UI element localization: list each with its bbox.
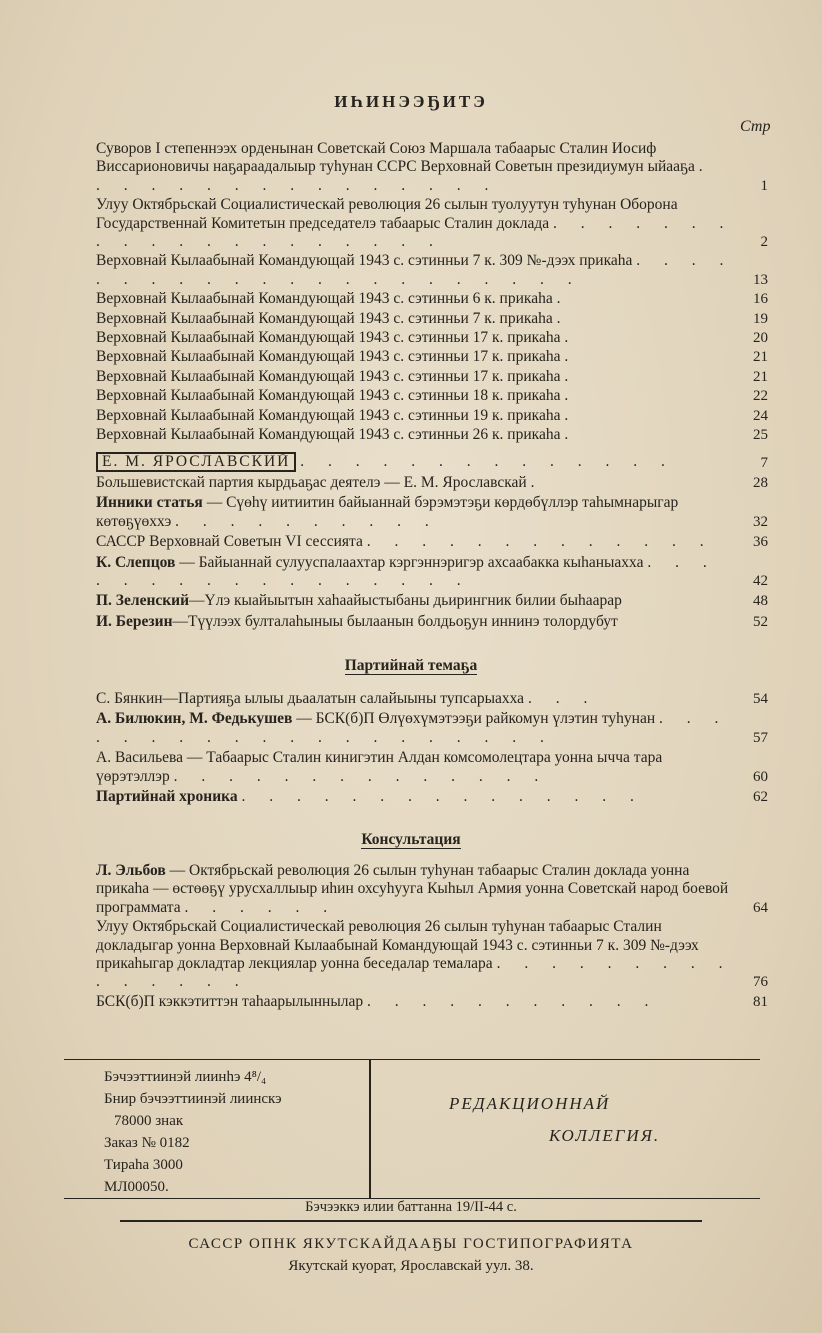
toc-entry-page: 57 [753,729,768,746]
toc-entry-page: 19 [753,310,768,327]
toc-entry-page: 25 [753,427,768,444]
toc-entry-page: 36 [753,534,768,551]
toc-entry-page: 28 [753,475,768,491]
imprint-line: МЛ00050. [104,1179,169,1195]
toc-entry-page: 16 [753,291,768,308]
toc-entry [96,452,768,472]
editorial-line: РЕДАКЦИОННАЙ [449,1094,611,1113]
toc-entry-page: 22 [753,388,768,405]
toc-entry-title: — Октябрьскай революция 26 сылын туһунан табаарыс Сталин доклада уонна прикаһа — өстөөҕү урусхаллыыр иһин охсуһууга Кыһыл Армия уонна Советскай народ боевой программата [96,862,729,916]
imprint-line: Тираһа 3000 [104,1157,183,1173]
toc-entry-author: И. Березин [96,612,173,630]
imprint-box [64,1059,760,1199]
section-heading-consult [0,831,822,849]
toc-entry-title: Улуу Октябрьскай Социалистическай революция 26 сылын туолуутун туһунан Оборона Государственнай Комитетын председателэ табаарыс Сталин доклада [96,196,678,232]
toc-entry-page: 21 [753,349,768,366]
toc-entry-leader: . . . . . . . . . . . . . . . [96,955,733,991]
toc-entry-leader: . [556,309,571,327]
toc-entry-author: Инники статья [96,494,203,512]
toc-entry-text [96,993,736,1011]
toc-entry-text [96,348,736,366]
toc-entry-title: — Байыаннай сулууспалаахтар кэргэннэригэр ахсаабакка кыһаныахха [175,553,644,571]
toc-main [96,140,768,446]
toc-entry-text [96,452,736,472]
toc-entry [96,749,768,786]
toc-entry [96,918,768,992]
toc-entry-author: Л. Эльбов [96,862,166,879]
toc-entry [96,592,768,610]
toc-entry-leader: . . . . . . . . . . . . . . [173,767,549,785]
toc-entry-text [96,252,736,289]
toc-entry-text [96,474,736,492]
toc-entry [96,690,768,708]
toc-entry-page: 20 [753,330,768,347]
toc-entry-title: А. Васильева — Табаарыс Сталин кинигэтин Алдан комсомолецтара уонна ычча тара үөрэтэллэр [96,749,663,785]
imprint-line: Заказ № 0182 [104,1135,190,1151]
toc-entry [96,196,768,251]
toc-entry [96,554,768,591]
toc-entry-leader: . . . [527,690,598,707]
toc-entry-text [96,690,736,708]
toc-articles [96,452,768,633]
imprint-line: Бнир бэчээттиинэй лиинскэ [104,1091,282,1107]
toc-entry-text [96,329,736,347]
toc-entry-leader: . . . . . . . . . . . . . . . [241,788,644,806]
imprint-line: 78000 знак [114,1113,184,1129]
editorial-line: КОЛЛЕГИЯ. [549,1126,661,1145]
toc-entry-text [96,862,736,917]
toc-entry-title: Верховнай Кылаабынай Командующай 1943 с. сэтинньи 7 к. прикаһа [96,309,553,327]
toc-entry-author: А. Билюкин, М. Федькушев [96,710,293,728]
toc-entry [96,290,768,308]
toc-entry-text [96,494,736,531]
toc-entry-leader: . . . . . . . . . . . . . . . . . [96,553,717,590]
toc-entry-leader: . . . . . . . . . . . . . . [300,453,675,470]
toc-entry [96,310,768,328]
toc-entry [96,613,768,631]
toc-entry-boxed-name: Е. М. ЯРОСЛАВСКИЙ [96,452,296,472]
toc-entry-page: 21 [753,368,768,385]
toc-entry [96,407,768,425]
toc-entry-page: 7 [760,454,768,471]
divider-rule [120,1220,702,1222]
toc-entry-title: — БСК(б)П Өлүөхүмэтээҕи райкомун үлэтин туһунан [292,710,656,728]
toc-entry-leader: . [564,426,579,444]
toc-entry-page: 81 [753,993,768,1010]
toc-entry [96,474,768,492]
toc-entry-title: Верховнай Кылаабынай Командующай 1943 с. сэтинньи 7 к. 309 №-дээх прикаһа [96,252,633,270]
toc-entry-page: 54 [753,691,768,707]
toc-entry-text [96,592,736,610]
toc-entry [96,993,768,1011]
toc-entry [96,710,768,747]
imprint-details [104,1066,282,1198]
toc-entry-leader: . . . . . . . . . . . . . . . . . . . . . . [96,252,734,288]
section-heading-party [0,657,822,675]
toc-entry-text [96,426,736,444]
toc-entry-page: 62 [753,789,768,806]
toc-entry-page: 52 [753,613,768,630]
section-heading-consult-text: Консультация [361,831,461,848]
toc-entry-page: 42 [753,573,768,590]
toc-entry [96,387,768,405]
toc-entry-text [96,310,736,328]
editorial-board [449,1094,660,1146]
toc-entry-text [96,196,736,251]
toc-entry-leader: . . . . . . . . . . [175,512,439,530]
toc-entry-text [96,788,736,806]
toc-entry-leader: . . . . . . . . . . . . . [366,533,714,551]
toc-party [96,690,768,808]
toc-entry-title: Верховнай Кылаабынай Командующай 1943 с. сэтинньи 17 к. прикаһа [96,348,561,366]
toc-entry-title: Верховнай Кылаабынай Командующай 1943 с. сэтинньи 18 к. прикаһа [96,387,561,405]
toc-entry [96,533,768,551]
printer-address: Якутскай куорат, Ярославскай уул. 38. [288,1258,534,1274]
imprint-line: Бэчээттиинэй лиинһэ 4⁸/₄ [104,1069,267,1085]
toc-entry-leader: . [530,474,545,491]
toc-entry [96,140,768,195]
toc-entry-title: Улуу Октябрьскай Социалистическай революция 26 сылын туһунан табаарыс Сталин докладыгар уонна Верховнай Кылаабынай Командующай 1943 с. сэтинньи 7 к. 309 №-дээх прикаһыгар докладтар лекциялар уонна беседалар темалара [96,918,699,973]
toc-entry-leader: . [564,387,579,405]
toc-entry-text [96,918,736,992]
toc-entry [96,426,768,444]
toc-entry-page: 1 [760,177,768,194]
toc-entry-title: С. Бянкин—Партияҕа ылыы дьаалатын салайыыны тупсарыахха [96,690,525,707]
toc-entry-leader: . . . . . . . . . . . . . . . . . . . . [96,214,734,251]
toc-entry-title: Суворов I степеннээх орденынан Советскай Союз Маршала табаарыс Сталин Иосиф Виссарионовичы наҕараадалыыр туһунан ССРС Верховнай Советын президиумун ыйааҕа [96,140,695,176]
toc-entry-title: Верховнай Кылаабынай Командующай 1943 с. сэтинньи 17 к. прикаһа [96,367,561,385]
toc-entry [96,252,768,289]
toc-entry-title: Верховнай Кылаабынай Командующай 1943 с. сэтинньи 6 к. прикаһа [96,290,553,308]
toc-entry-author: П. Зеленский [96,592,190,610]
page-column-header: Стр [740,118,771,135]
imprint-divider [369,1060,371,1198]
toc-entry [96,788,768,806]
page-title: ИҺИНЭЭҔИТЭ [334,92,488,111]
toc-entry-page: 32 [753,513,768,530]
toc-entry-text [96,554,736,591]
toc-entry-text [96,368,736,386]
toc-entry-title: — Сүөһү иитиитин байыаннай бэрэмэтэҕи көрдөбүллэр таһымнарыгар көтөҕүөххэ [96,494,679,530]
toc-entry-title: Верховнай Кылаабынай Командующай 1943 с. сэтинньи 19 к. прикаһа [96,406,561,424]
toc-entry-title: Верховнай Кылаабынай Командующай 1943 с. сэтинньи 17 к. прикаһа [96,329,561,347]
toc-entry-title: —Түүлээх булталаһыныы былаанын болдьоҕун иннинэ толордубут [172,612,618,630]
toc-entry-title: БСК(б)П кэккэтиттэн таһаарылыннылар [96,992,364,1010]
toc-entry-text [96,749,736,786]
toc-entry-page: 24 [753,407,768,424]
signed-for-print: Бэчээккэ илии баттанна 19/II-44 с. [305,1199,517,1215]
toc-entry-text [96,290,736,308]
printer-name: САССР ОПНК ЯКУТСКАЙДААҔЫ ГОСТИПОГРАФИЯТА [188,1236,634,1252]
toc-entry-leader: . [564,406,579,424]
toc-entry-leader: . [564,367,579,385]
toc-entry-leader: . . . . . . [184,898,338,916]
toc-entry-page: 13 [753,271,768,288]
toc-entry-page: 76 [753,974,768,991]
toc-entry-page: 48 [753,593,768,610]
toc-entry-text [96,710,736,747]
toc-entry [96,862,768,917]
toc-entry-leader: . . . . . . . . . . . . . . . . . . . . [96,710,729,746]
toc-entry [96,494,768,531]
toc-entry-leader: . [564,348,579,366]
toc-entry-author: К. Слепцов [96,553,176,571]
toc-entry-leader: . [556,290,571,308]
toc-entry-text [96,387,736,405]
section-heading-party-text: Партийнай темаҕа [344,657,478,674]
toc-entry-title: САССР Верховнай Советын VI сессията [96,533,363,551]
toc-entry-title: Большевистскай партия кырдьаҕас деятелэ — Е. М. Ярославскай [96,474,527,491]
toc-entry-page: 64 [753,899,768,916]
toc-entry-title: —Үлэ кыайыытын хаһаайыстыбаны дьирингник билии быһаарар [189,592,622,610]
toc-entry-leader: . . . . . . . . . . . [366,992,659,1010]
toc-entry [96,368,768,386]
toc-entry-page: 60 [753,768,768,785]
toc-entry-text [96,407,736,425]
toc-entry-text [96,140,736,195]
toc-entry-leader: . . . . . . . . . . . . . . . . [96,158,713,194]
toc-entry-page: 2 [760,234,768,251]
toc-entry [96,348,768,366]
toc-consult [96,862,768,1012]
toc-entry-text [96,533,736,551]
toc-entry-title: Верховнай Кылаабынай Командующай 1943 с. сэтинньи 26 к. прикаһа [96,426,561,444]
toc-entry [96,329,768,347]
toc-entry-leader: . [564,329,579,347]
toc-entry-title: Партийнай хроника [96,788,238,806]
toc-entry-text [96,613,736,631]
